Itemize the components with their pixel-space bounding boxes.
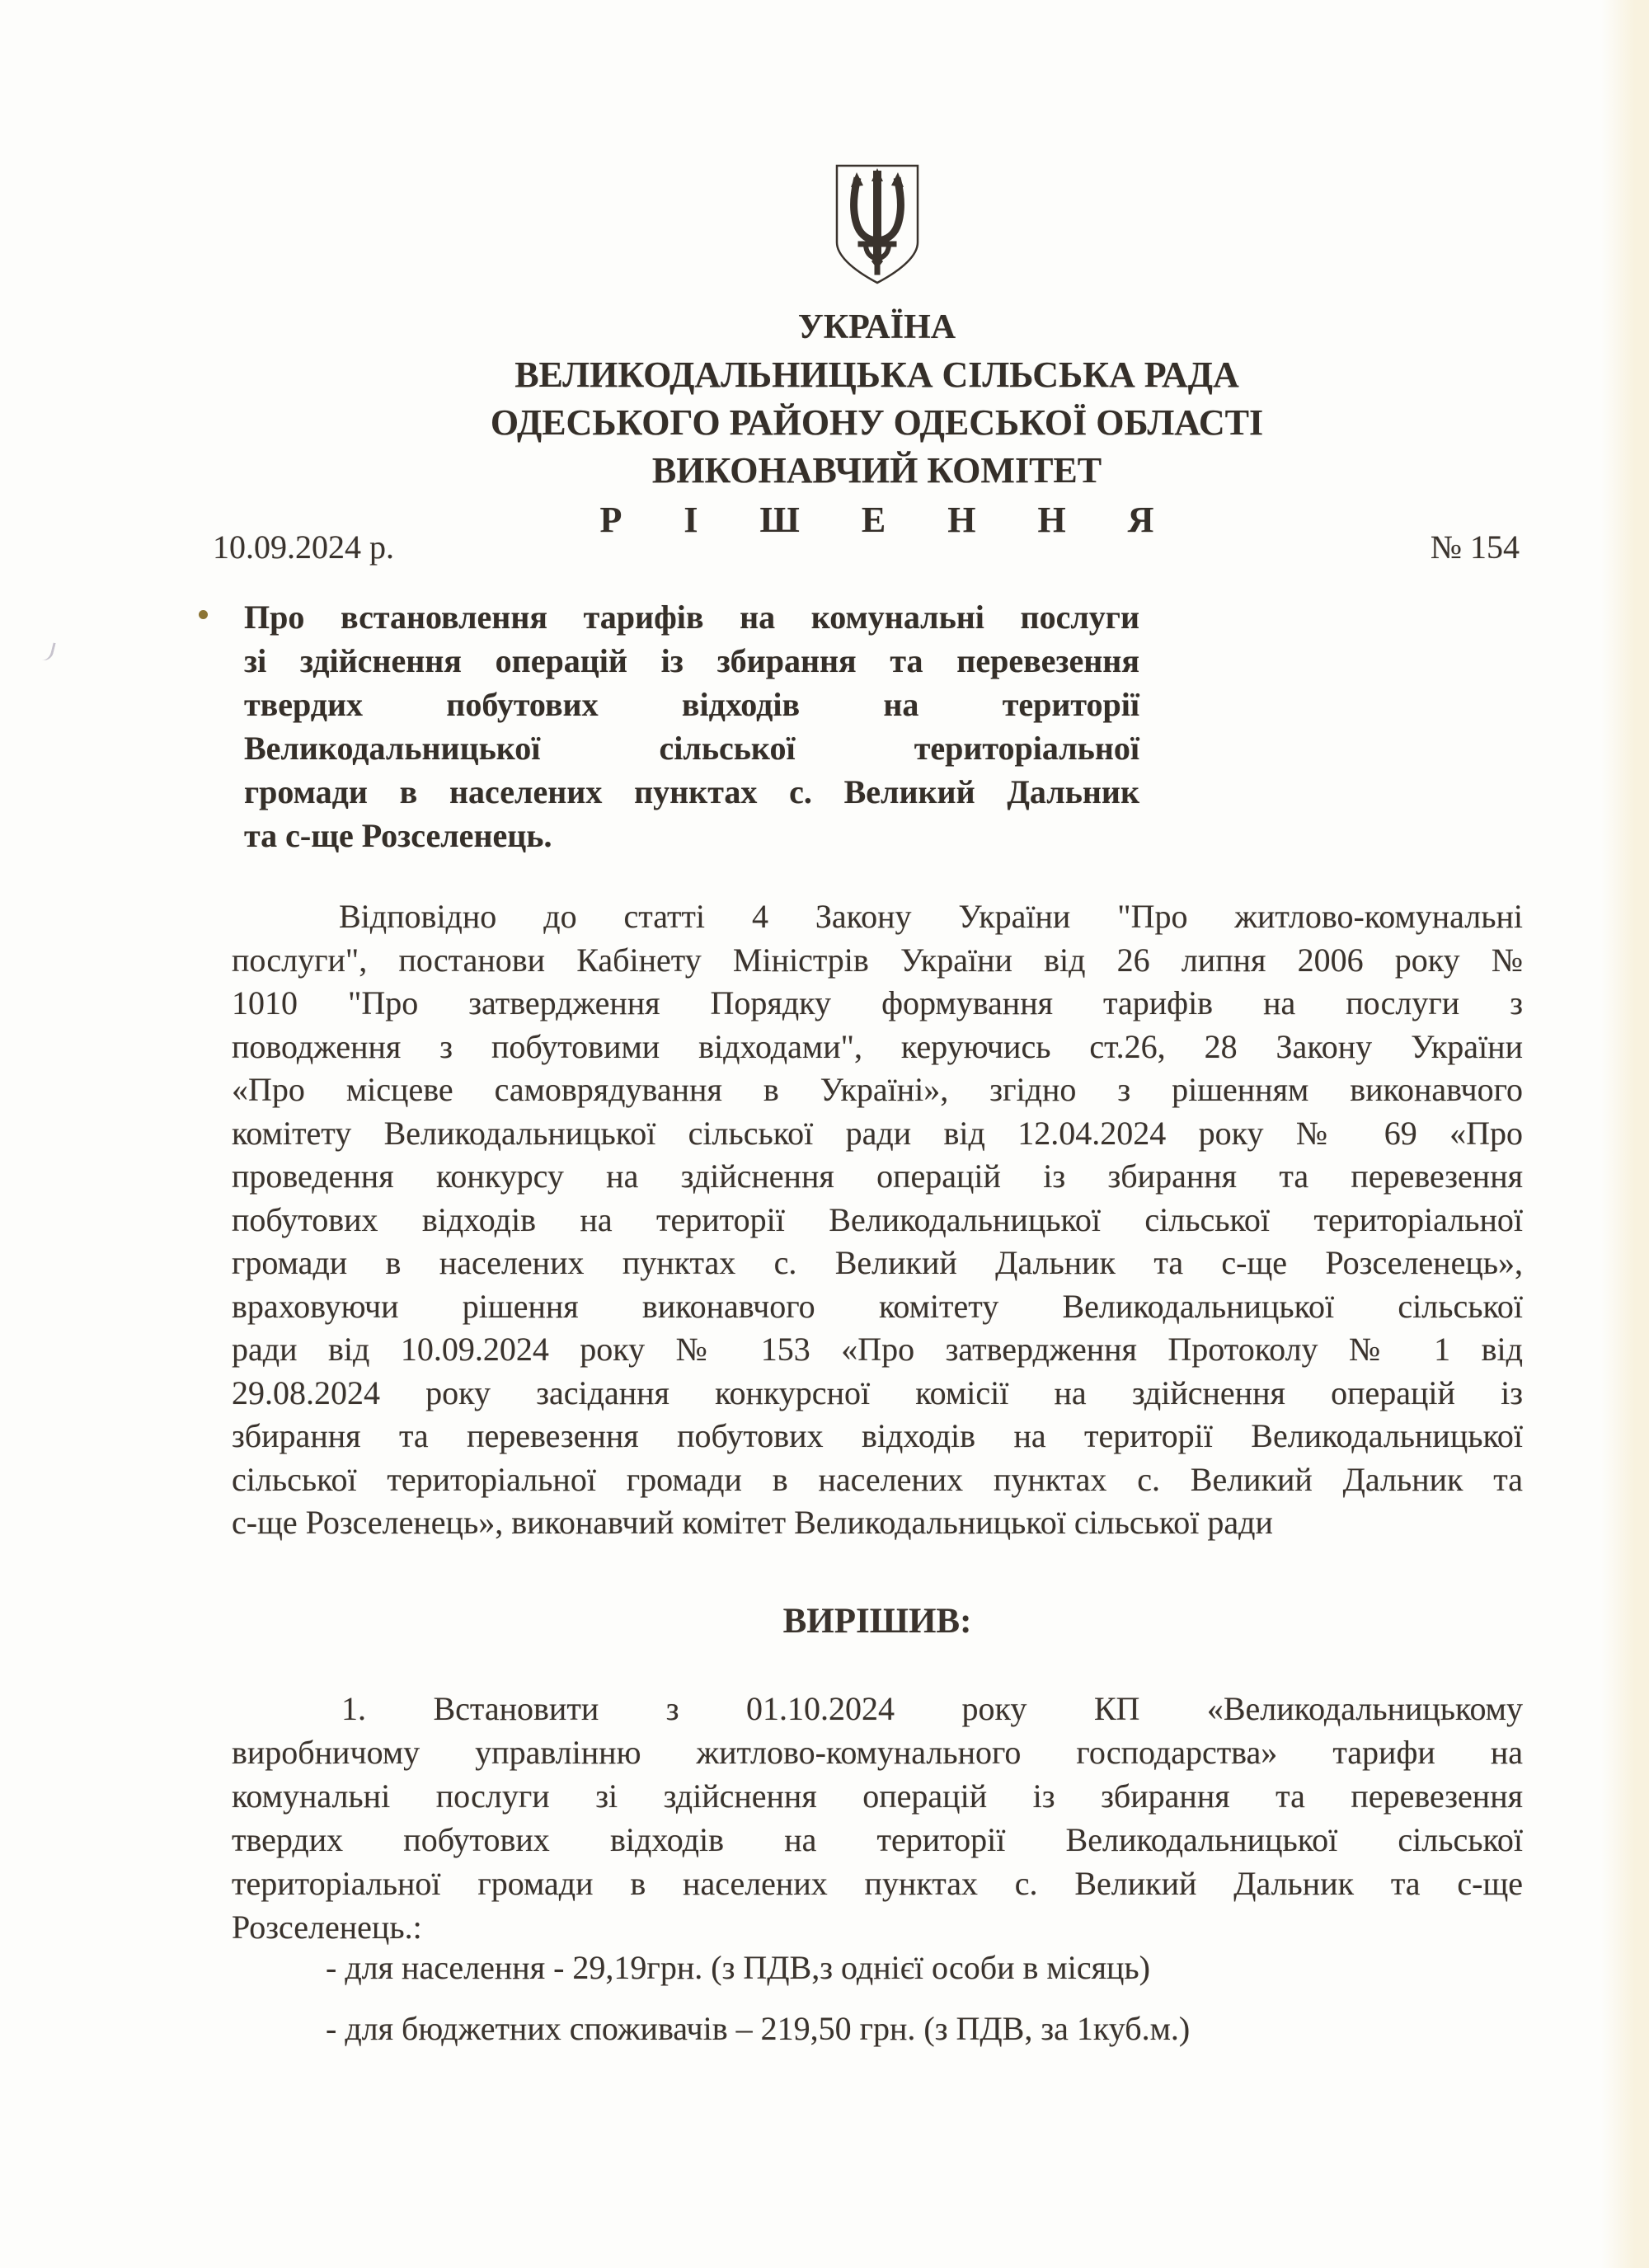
text-line: 1010 "Про затвердження Порядку формування тарифів на послуги з	[232, 984, 1523, 1021]
text-line: Відповідно до статті 4 Закону України "Про житлово-комунальні	[339, 898, 1523, 935]
text-line: с-ще Розселенець», виконавчий комітет Великодальницької сільської ради	[232, 1504, 1273, 1541]
document-header	[231, 162, 1523, 546]
text-line: ради від 10.09.2024 року № 153 «Про затвердження Протоколу № 1 від	[232, 1331, 1523, 1368]
document-date: 10.09.2024 р.	[213, 528, 394, 566]
text-line: територіальної громади в населених пунктах с. Великий Дальник та с-ще	[232, 1865, 1523, 1902]
committee-name: ВИКОНАВЧИЙ КОМІТЕТ	[651, 450, 1102, 491]
country-name: УКРАЇНА	[797, 308, 956, 346]
point-1-paragraph	[232, 1687, 1523, 1949]
text-line: 1. Встановити з 01.10.2024 року КП «Великодальницькому	[341, 1690, 1523, 1727]
text-line: твердих побутових відходів на території Великодальницької сільської	[232, 1821, 1523, 1858]
text-line: поводження з побутовими відходами", керуючись ст.26, 28 Закону України	[232, 1027, 1523, 1065]
tariff-population-line: - для населення - 29,19грн. (з ПДВ,з однієї особи в місяць)	[326, 1949, 1150, 1986]
ukraine-trident-icon	[831, 162, 923, 287]
text-line: сільської територіальної громади в населених пунктах с. Великий Дальник та	[232, 1460, 1523, 1498]
scan-edge-shading	[1601, 0, 1649, 2268]
resolved-heading: ВИРІШИВ:	[782, 1602, 972, 1641]
text-line: комунальні послуги зі здійснення операцій із збирання та перевезення	[232, 1777, 1523, 1815]
meta-row	[213, 528, 1520, 567]
text-line: 29.08.2024 року засідання конкурсної комісії на здійснення операцій із	[232, 1373, 1523, 1411]
text-line: послуги", постанови Кабінету Міністрів України від 26 липня 2006 року №	[232, 941, 1523, 979]
tariff-budget-line: - для бюджетних споживачів – 219,50 грн. (з ПДВ, за 1куб.м.)	[326, 2010, 1191, 2047]
bullet-dot-icon	[199, 610, 208, 619]
text-line: проведення конкурсу на здійснення операцій із збирання та перевезення	[232, 1157, 1523, 1195]
text-line: «Про місцеве самоврядування в Україні», згідно з рішенням виконавчого	[232, 1071, 1523, 1108]
council-name: ВЕЛИКОДАЛЬНИЦЬКА СІЛЬСЬКА РАДА	[514, 355, 1239, 395]
text-line: виробничому управлінню житлово-комунального господарства» тарифи на	[232, 1734, 1523, 1771]
preamble-paragraph	[232, 895, 1523, 1545]
text-line: громади в населених пунктах с. Великий Дальник	[244, 773, 1139, 810]
text-line: Розселенець.:	[232, 1909, 422, 1946]
text-line: громади в населених пунктах с. Великий Дальник та с-ще Розселенець»,	[232, 1244, 1523, 1281]
district-name: ОДЕСЬКОГО РАЙОНУ ОДЕСЬКОЇ ОБЛАСТІ	[490, 402, 1264, 443]
text-line: та с-ще Розселенець.	[244, 817, 552, 854]
document-number: № 154	[1430, 528, 1520, 566]
text-line: Про встановлення тарифів на комунальні послуги	[244, 599, 1139, 636]
text-line: Великодальницької сільської територіальної	[244, 730, 1139, 767]
subject-paragraph	[244, 595, 1139, 857]
text-line: враховуючи рішення виконавчого комітету Великодальницької сільської	[232, 1287, 1523, 1325]
text-line: побутових відходів на території Великодальницької сільської територіальної	[232, 1200, 1523, 1238]
text-line: зі здійснення операцій із збирання та перевезення	[244, 642, 1139, 679]
text-line: комітету Великодальницької сільської ради від 12.04.2024 року № 69 «Про	[232, 1114, 1523, 1152]
scan-artifact-mark	[39, 641, 55, 663]
text-line: твердих побутових відходів на території	[244, 686, 1139, 723]
document-type-title: Р І Ш Е Н Н Я	[599, 500, 1181, 540]
text-line: збирання та перевезення побутових відходів на території Великодальницької	[232, 1417, 1523, 1454]
